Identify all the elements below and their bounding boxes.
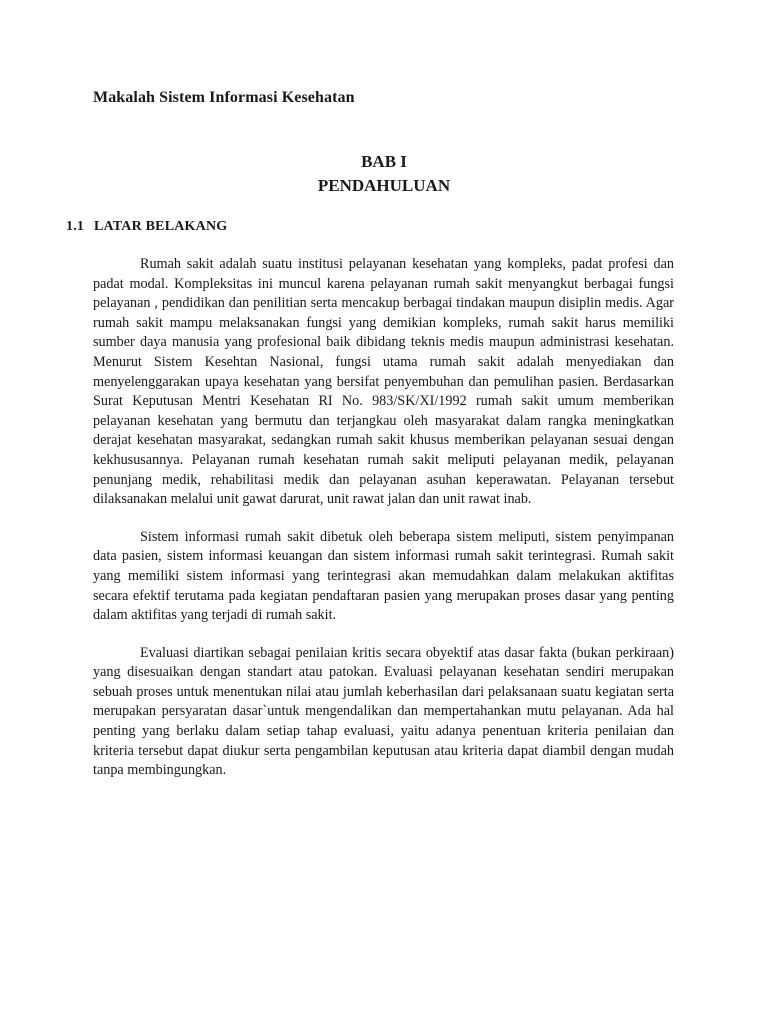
paragraph-2: Sistem informasi rumah sakit dibetuk oleh beberapa sistem meliputi, sistem penyimpanan data pasien, sistem informasi keuangan dan sistem informasi rumah sakit terintegrasi. Rumah sakit yang memiliki sistem informasi yang terintegrasi akan memudahkan dalam melakukan aktifitas secara efektif terutama pada kegiatan pendaftaran pasien yang merupakan proses dasar yang penting dalam aktifitas yang terjadi di rumah sakit. [93,528,674,624]
document-header: Makalah Sistem Informasi Kesehatan [93,89,355,106]
chapter-heading [0,150,768,198]
paragraph-3: Evaluasi diartikan sebagai penilaian kritis secara obyektif atas dasar fakta (bukan perkiraan) yang disesuaikan dengan standart atau patokan. Evaluasi pelayanan kesehatan sendiri merupakan sebuah proses untuk menentukan nilai atau jumlah keberhasilan dari pelaksanaan suatu kegiatan serta merupakan persyaratan dasar`untuk mengendalikan dan mempertahankan mutu pelayanan. Ada hal penting yang berlaku dalam setiap tahap evaluasi, yaitu adanya penentuan kriteria penilaian dan kriteria tersebut dapat diukur serta pengambilan keputusan atau kriteria dapat diambil dengan mudah tanpa membingungkan. [93,644,674,779]
chapter-title: PENDAHULUAN [317,176,451,195]
section-title: LATAR BELAKANG [94,219,228,234]
section-number: 1.1 [66,219,85,234]
paragraph-1: Rumah sakit adalah suatu institusi pelayanan kesehatan yang kompleks, padat profesi dan padat modal. Kompleksitas ini muncul karena pelayanan rumah sakit menyangkut berbagai fungsi pelayanan , pendidikan dan penilitian serta mencakup berbagai tindakan maupun disiplin medis. Agar rumah sakit mampu melaksanakan fungsi yang demikian kompleks, rumah sakit harus memiliki sumber daya manusia yang profesional baik dibidang teknis medis maupun administrasi kesehatan. Menurut Sistem Kesehtan Nasional, fungsi utama rumah sakit adalah menyediakan dan menyelenggarakan upaya kesehatan yang bersifat penyembuhan dan pemulihan pasien. Berdasarkan Surat Keputusan Mentri Kesehatan RI No. 983/SK/XI/1992 rumah sakit umum memberikan pelayanan kesehatan yang bermutu dan terjangkau oleh masyarakat dalam rangka meningkatkan derajat kesehatan masyarakat, sedangkan rumah sakit khusus memberikan pelayanan sesuai dengan kekhususannya. Pelayanan rumah kesehatan rumah sakit meliputi pelayanan medik, pelayanan penunjang medik, rehabilitasi medik dan pelayanan asuhan keperawatan. Pelayanan tersebut dilaksanakan melalui unit gawat darurat, unit rawat jalan dan unit rawat inab. [93,256,674,508]
chapter-number: BAB I [361,152,407,171]
body-text [93,255,674,799]
section-heading [66,219,227,235]
